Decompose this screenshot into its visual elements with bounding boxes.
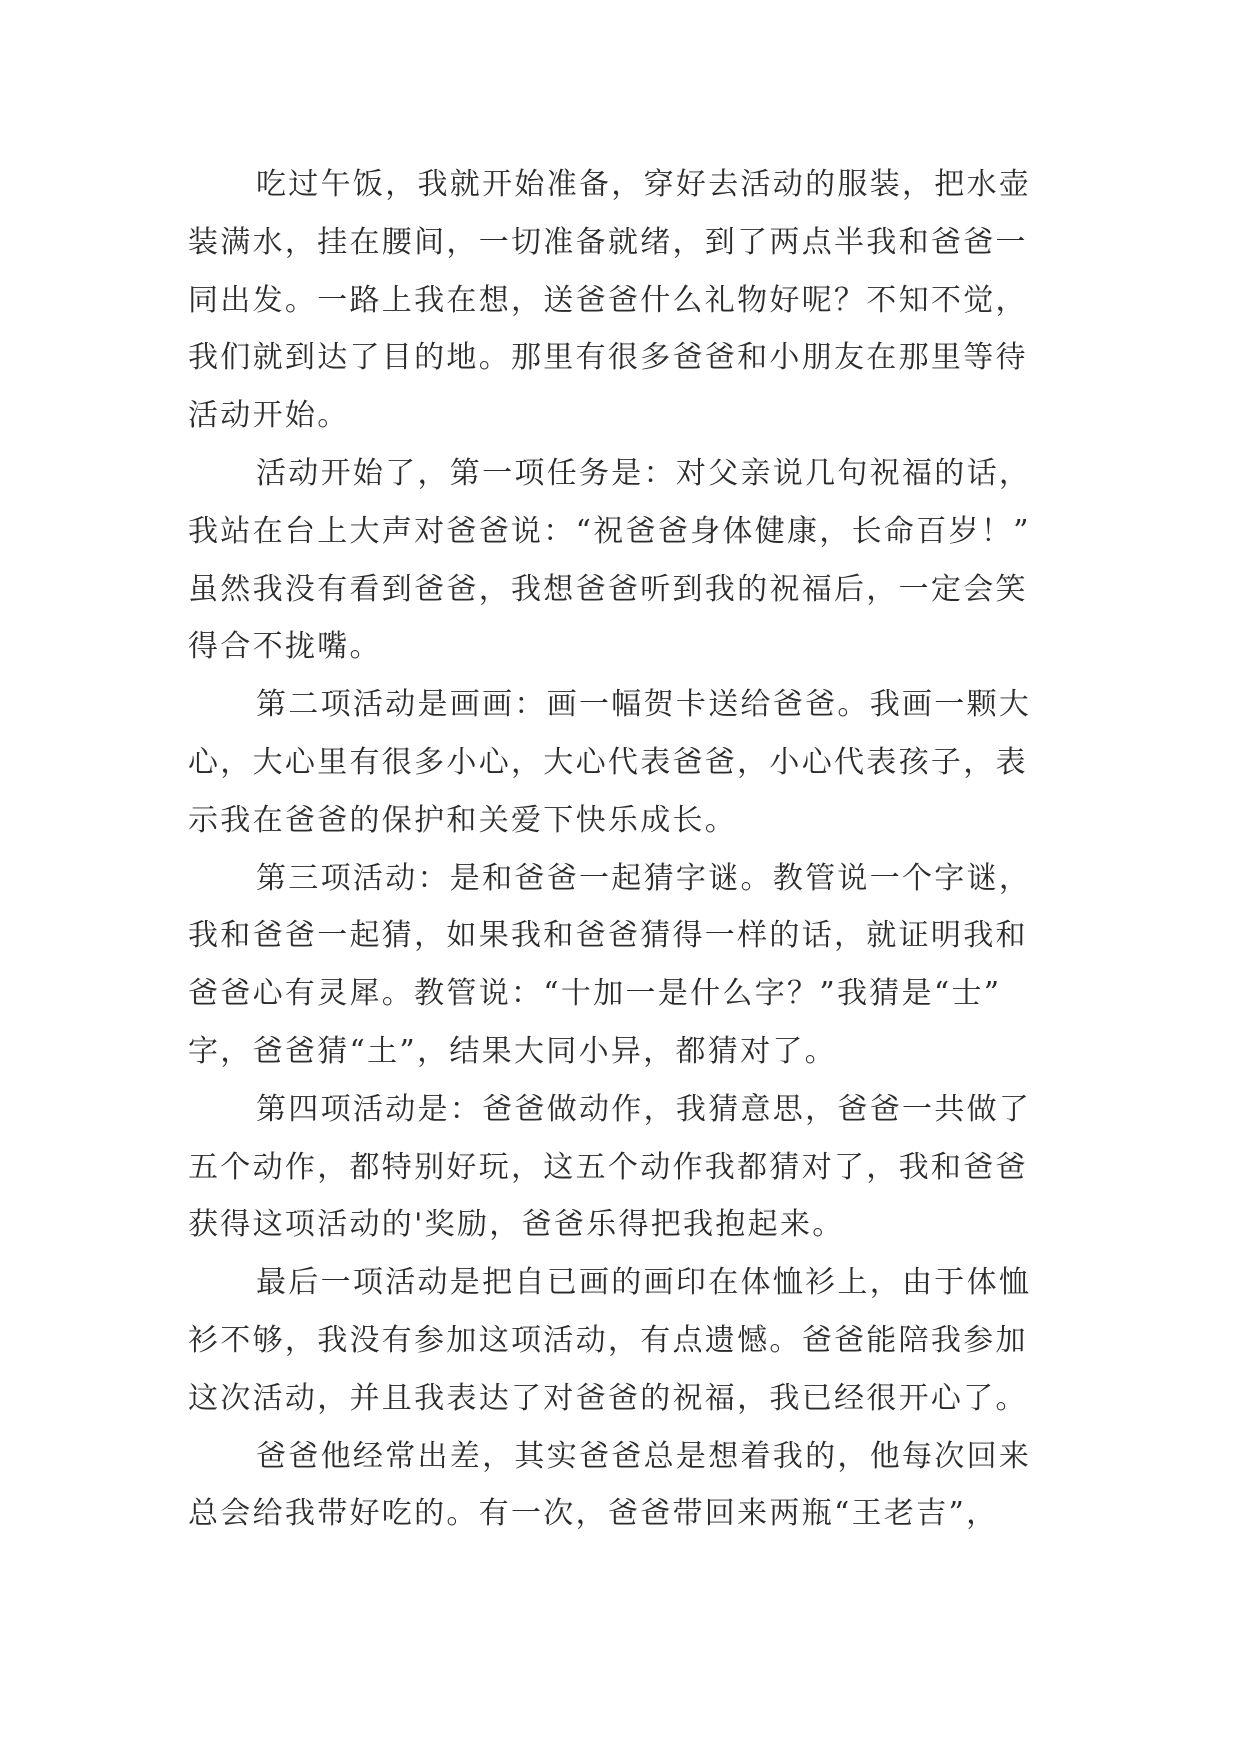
text-line: 我们就到达了目的地。那里有很多爸爸和小朋友在那里等待 [188,340,1028,376]
text-line: 我和爸爸一起猜，如果我和爸爸猜得一样的话，就证明我和 [188,918,1028,954]
text-line: 活动开始了，第一项任务是：对父亲说几句祝福的话， [256,455,1032,491]
paragraph [188,850,1068,1081]
text-line: 第四项活动是：爸爸做动作，我猜意思，爸爸一共做了 [256,1091,1032,1127]
text-line: 第三项活动：是和爸爸一起猜字谜。教管说一个字谜， [256,860,1032,896]
text-line: 示我在爸爸的保护和关爱下快乐成长。 [188,802,738,838]
text-line: 爸爸心有灵犀。教管说：“十加一是什么字？”我猜是“士” [188,976,1002,1012]
text-line: 爸爸他经常出差，其实爸爸总是想着我的，他每次回来 [256,1438,1032,1474]
text-line: 活动开始。 [188,398,350,434]
text-line: 五个动作，都特别好玩，这五个动作我都猜对了，我和爸爸 [188,1149,1028,1185]
text-line: 吃过午饭，我就开始准备，穿好去活动的服装，把水壶 [256,167,1032,202]
paragraph [188,676,1068,849]
text-line: 获得这项活动的'奖励，爸爸乐得把我抱起来。 [188,1207,845,1243]
text-line: 虽然我没有看到爸爸，我想爸爸听到我的祝福后，一定会笑 [188,571,1028,607]
text-line: 衫不够，我没有参加这项活动，有点遗憾。爸爸能陪我参加 [188,1322,1028,1358]
text-line: 第二项活动是画画：画一幅贺卡送给爸爸。我画一颗大 [256,687,1032,723]
text-line: 总会给我带好吃的。有一次，爸爸带回来两瓶“王老吉”， [188,1496,999,1532]
text-line: 最后一项活动是把自已画的画印在体恤衫上，由于体恤 [256,1265,1032,1301]
article-body [188,156,1068,1543]
paragraph [188,1428,1068,1544]
text-line: 心，大心里有很多小心，大心代表爸爸，小心代表孩子，表 [188,744,1028,780]
paragraph [188,156,1068,445]
text-line: 同出发。一路上我在想，送爸爸什么礼物好呢？不知不觉， [188,282,1028,318]
text-line: 装满水，挂在腰间，一切准备就绪，到了两点半我和爸爸一 [188,224,1028,260]
paragraph [188,1254,1068,1427]
text-line: 这次活动，并且我表达了对爸爸的祝福，我已经很开心了。 [188,1380,1028,1416]
text-line: 得合不拢嘴。 [188,629,382,665]
text-line: 字，爸爸猜“土”，结果大同小异，都猜对了。 [188,1033,837,1069]
paragraph [188,445,1068,676]
text-line: 我站在台上大声对爸爸说：“祝爸爸身体健康，长命百岁！” [188,513,1031,549]
paragraph [188,1081,1068,1254]
